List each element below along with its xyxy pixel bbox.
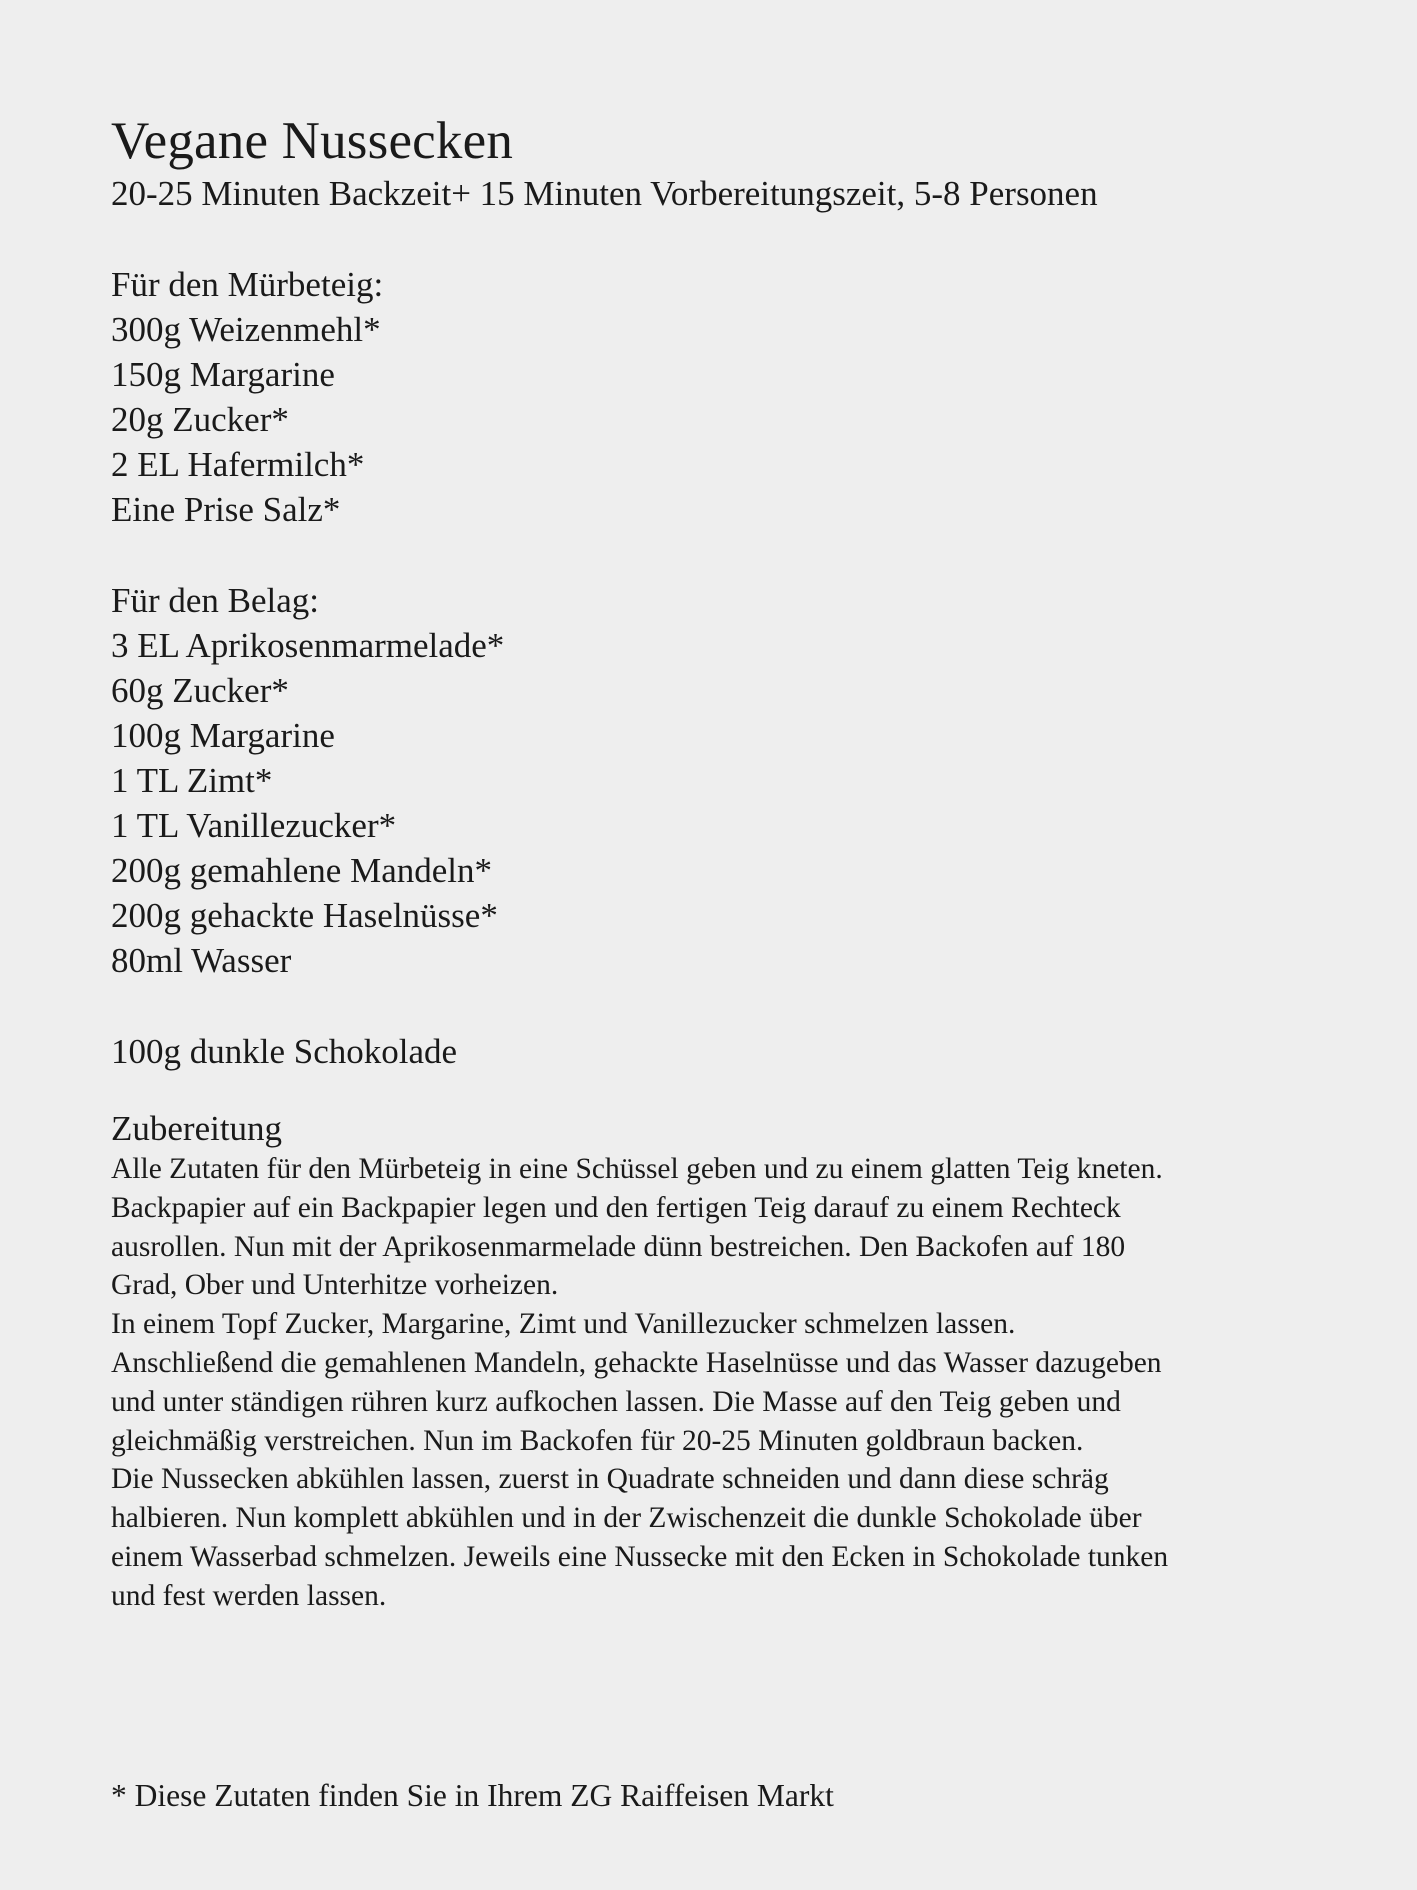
dough-heading: Für den Mürbeteig: [111, 265, 384, 304]
recipe-subtitle: 20-25 Minuten Backzeit+ 15 Minuten Vorbereitungszeit, 5-8 Personen [111, 174, 1098, 213]
recipe-title: Vegane Nussecken [111, 112, 514, 170]
topping-heading: Für den Belag: [111, 581, 320, 620]
preparation-line: Alle Zutaten für den Mürbeteig in eine Schüssel geben und zu einem glatten Teig kneten. [111, 1153, 1163, 1185]
preparation-line: Die Nussecken abkühlen lassen, zuerst in Quadrate schneiden und dann diese schräg [111, 1463, 1109, 1496]
preparation-line: Anschließend die gemahlenen Mandeln, gehackte Haselnüsse und das Wasser dazugeben [111, 1346, 1162, 1379]
ingredient-item: 3 EL Aprikosenmarmelade* [111, 626, 505, 665]
ingredient-item: 200g gemahlene Mandeln* [111, 851, 493, 890]
ingredient-item: 100g dunkle Schokolade [111, 1032, 458, 1071]
ingredient-item: 80ml Wasser [111, 941, 292, 980]
preparation-line: halbieren. Nun komplett abkühlen und in der Zwischenzeit die dunkle Schokolade über [111, 1502, 1142, 1535]
ingredient-item: 60g Zucker* [111, 671, 289, 710]
ingredient-item: Eine Prise Salz* [111, 490, 341, 529]
ingredient-item: 100g Margarine [111, 716, 335, 755]
ingredient-item: 20g Zucker* [111, 400, 289, 439]
dough-ingredients [111, 262, 1311, 532]
extra-ingredient [111, 1029, 1311, 1074]
preparation-line: gleichmäßig verstreichen. Nun im Backofen für 20-25 Minuten goldbraun backen. [111, 1424, 1084, 1457]
preparation-line: Grad, Ober und Unterhitze vorheizen. [111, 1269, 559, 1302]
topping-ingredients [111, 578, 1311, 983]
preparation-line: und unter ständigen rühren kurz aufkochen lassen. Die Masse auf den Teig geben und [111, 1385, 1121, 1418]
preparation-text [111, 1150, 1311, 1616]
footnote: * Diese Zutaten finden Sie in Ihrem ZG Raiffeisen Markt [111, 1778, 834, 1813]
ingredient-item: 200g gehackte Haselnüsse* [111, 896, 498, 935]
preparation-line: In einem Topf Zucker, Margarine, Zimt und Vanillezucker schmelzen lassen. [111, 1308, 1016, 1341]
recipe-page [111, 110, 1311, 1616]
preparation-line: Backpapier auf ein Backpapier legen und den fertigen Teig darauf zu einem Rechteck [111, 1191, 1121, 1224]
preparation-line: und fest werden lassen. [111, 1579, 387, 1612]
ingredient-item: 2 EL Hafermilch* [111, 445, 365, 484]
ingredient-item: 150g Margarine [111, 355, 335, 394]
preparation-line: einem Wasserbad schmelzen. Jeweils eine Nussecke mit den Ecken in Schokolade tunken [111, 1540, 1169, 1573]
preparation-line: ausrollen. Nun mit der Aprikosenmarmelade dünn bestreichen. Den Backofen auf 180 [111, 1230, 1126, 1263]
ingredient-item: 300g Weizenmehl* [111, 310, 381, 349]
ingredient-item: 1 TL Zimt* [111, 761, 273, 800]
preparation-heading: Zubereitung [111, 1109, 283, 1148]
ingredient-item: 1 TL Vanillezucker* [111, 806, 397, 845]
